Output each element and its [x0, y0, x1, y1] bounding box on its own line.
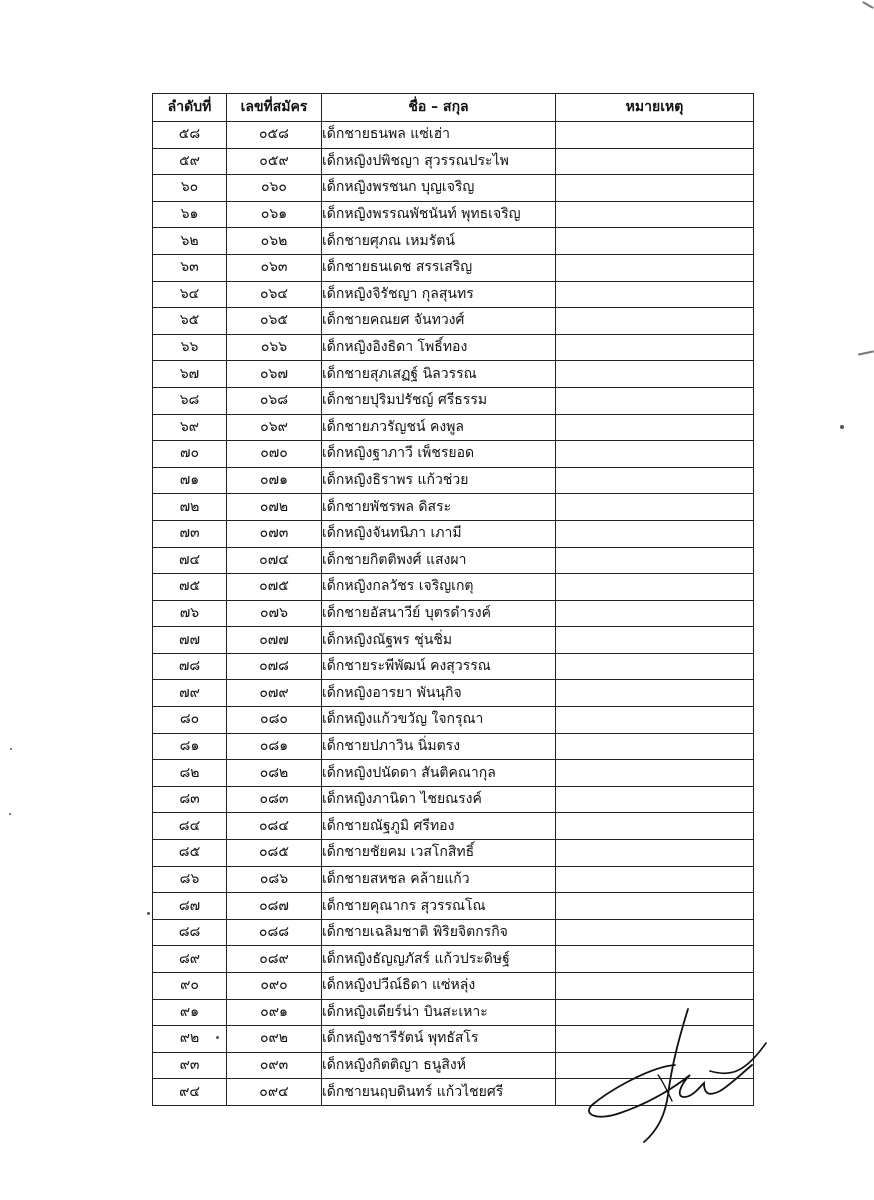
order-cell: ๘๐ [153, 707, 227, 734]
application-number-cell: ๐๘๘ [227, 919, 322, 946]
name-cell: เด็กชายสหชล คล้ายแก้ว [322, 866, 556, 893]
order-cell: ๘๓ [153, 786, 227, 813]
application-number-cell: ๐๗๗ [227, 627, 322, 654]
remarks-cell [556, 600, 754, 627]
application-number-cell: ๐๘๕ [227, 840, 322, 867]
name-cell: เด็กชายธนเดช สรรเสริญ [322, 254, 556, 281]
application-number-cell: ๐๘๗ [227, 893, 322, 920]
name-cell: เด็กหญิงธิราพร แก้วช่วย [322, 467, 556, 494]
application-number-cell: ๐๗๓ [227, 520, 322, 547]
order-cell: ๗๗ [153, 627, 227, 654]
name-cell: เด็กชายธนพล แซ่เฮ่า [322, 122, 556, 149]
application-number-cell: ๐๘๓ [227, 786, 322, 813]
application-number-cell: ๐๖๐ [227, 175, 322, 202]
application-number-cell: ๐๙๓ [227, 1052, 322, 1079]
order-cell: ๘๔ [153, 813, 227, 840]
name-cell: เด็กหญิงอิงธิดา โพธิ์ทอง [322, 334, 556, 361]
name-cell: เด็กหญิงณัฐพร ชุ่นชิ่ม [322, 627, 556, 654]
order-cell: ๙๒ [153, 1026, 227, 1053]
application-number-cell: ๐๘๐ [227, 707, 322, 734]
order-cell: ๗๑ [153, 467, 227, 494]
remarks-cell [556, 175, 754, 202]
application-number-cell: ๐๗๑ [227, 467, 322, 494]
remarks-cell [556, 973, 754, 1000]
order-cell: ๘๖ [153, 866, 227, 893]
name-cell: เด็กชายอัสนาวีย์ บุตรดำรงค์ [322, 600, 556, 627]
table-row [153, 600, 754, 627]
remarks-cell [556, 786, 754, 813]
remarks-cell [556, 387, 754, 414]
remarks-cell [556, 201, 754, 228]
application-number-cell: ๐๗๐ [227, 441, 322, 468]
header-order: ลำดับที่ [153, 94, 227, 122]
table-row [153, 467, 754, 494]
order-cell: ๕๙ [153, 148, 227, 175]
name-cell: เด็กหญิงพรชนก บุญเจริญ [322, 175, 556, 202]
name-cell: เด็กชายณัฐภูมิ ศรีทอง [322, 813, 556, 840]
remarks-cell [556, 547, 754, 574]
name-cell: เด็กหญิงจิรัชญา กุลสุนทร [322, 281, 556, 308]
name-cell: เด็กหญิงปพิชญา สุวรรณประไพ [322, 148, 556, 175]
remarks-cell [556, 361, 754, 388]
order-cell: ๖๗ [153, 361, 227, 388]
remarks-cell [556, 893, 754, 920]
table-row [153, 520, 754, 547]
application-number-cell: ๐๕๘ [227, 122, 322, 149]
name-cell: เด็กชายภวรัญชน์ คงพูล [322, 414, 556, 441]
order-cell: ๙๐ [153, 973, 227, 1000]
application-number-cell: ๐๖๒ [227, 228, 322, 255]
remarks-cell [556, 122, 754, 149]
order-cell: ๘๗ [153, 893, 227, 920]
scan-speck [10, 748, 12, 750]
remarks-cell [556, 866, 754, 893]
name-cell: เด็กหญิงกิตติญา ธนูสิงห์ [322, 1052, 556, 1079]
remarks-cell [556, 228, 754, 255]
table-row [153, 627, 754, 654]
order-cell: ๗๕ [153, 574, 227, 601]
application-number-cell: ๐๘๑ [227, 733, 322, 760]
table-row [153, 361, 754, 388]
scan-speck [840, 425, 844, 429]
name-cell: เด็กชายนฤบดินทร์ แก้วไชยศรี [322, 1079, 556, 1106]
table-row [153, 308, 754, 335]
table-row [153, 414, 754, 441]
order-cell: ๖๔ [153, 281, 227, 308]
table-row [153, 148, 754, 175]
table-row [153, 840, 754, 867]
order-cell: ๗๘ [153, 653, 227, 680]
name-cell: เด็กหญิงฐาภาวี เพ็ชรยอด [322, 441, 556, 468]
remarks-cell [556, 733, 754, 760]
order-cell: ๗๖ [153, 600, 227, 627]
order-cell: ๕๘ [153, 122, 227, 149]
name-cell: เด็กชายศุภณ เหมรัตน์ [322, 228, 556, 255]
order-cell: ๖๓ [153, 254, 227, 281]
table-row [153, 786, 754, 813]
remarks-cell [556, 707, 754, 734]
scan-speck [147, 912, 150, 915]
application-number-cell: ๐๖๑ [227, 201, 322, 228]
table-body [153, 122, 754, 1106]
table-row [153, 707, 754, 734]
name-cell: เด็กชายสุภเสฏฐ์ นิลวรรณ [322, 361, 556, 388]
name-cell: เด็กชายคณยศ จันทวงศ์ [322, 308, 556, 335]
order-cell: ๙๓ [153, 1052, 227, 1079]
name-cell: เด็กหญิงแก้วขวัญ ใจกรุณา [322, 707, 556, 734]
order-cell: ๖๖ [153, 334, 227, 361]
remarks-cell [556, 653, 754, 680]
remarks-cell [556, 494, 754, 521]
application-number-cell: ๐๖๘ [227, 387, 322, 414]
remarks-cell [556, 946, 754, 973]
name-cell: เด็กหญิงเดียร์น่า บินสะเหาะ [322, 999, 556, 1026]
order-cell: ๗๔ [153, 547, 227, 574]
remarks-cell [556, 919, 754, 946]
table-row [153, 866, 754, 893]
name-cell: เด็กชายระพีพัฒน์ คงสุวรรณ [322, 653, 556, 680]
remarks-cell [556, 281, 754, 308]
name-cell: เด็กหญิงพรรณพัชนันท์ พุทธเจริญ [322, 201, 556, 228]
table-header-row [153, 94, 754, 122]
table-row [153, 254, 754, 281]
name-cell: เด็กชายเฉลิมชาติ พิริยจิตกรกิจ [322, 919, 556, 946]
table-row [153, 893, 754, 920]
application-number-cell: ๐๙๔ [227, 1079, 322, 1106]
order-cell: ๖๑ [153, 201, 227, 228]
application-number-cell: ๐๖๔ [227, 281, 322, 308]
table-row [153, 441, 754, 468]
application-number-cell: ๐๘๙ [227, 946, 322, 973]
application-number-cell: ๐๘๔ [227, 813, 322, 840]
name-cell: เด็กหญิงจันทนิภา เภามี [322, 520, 556, 547]
order-cell: ๗๒ [153, 494, 227, 521]
header-application-number: เลขที่สมัคร [227, 94, 322, 122]
table-row [153, 946, 754, 973]
application-number-cell: ๐๙๐ [227, 973, 322, 1000]
table-row [153, 281, 754, 308]
table-row [153, 334, 754, 361]
table-row [153, 201, 754, 228]
remarks-cell [556, 467, 754, 494]
scan-speck [9, 813, 11, 815]
header-remarks: หมายเหตุ [556, 94, 754, 122]
table-row [153, 547, 754, 574]
application-number-cell: ๐๗๒ [227, 494, 322, 521]
application-number-cell: ๐๖๗ [227, 361, 322, 388]
application-number-cell: ๐๕๙ [227, 148, 322, 175]
table-row [153, 733, 754, 760]
name-cell: เด็กหญิงอารยา พันนุกิจ [322, 680, 556, 707]
table-row [153, 680, 754, 707]
application-number-cell: ๐๖๓ [227, 254, 322, 281]
order-cell: ๗๓ [153, 520, 227, 547]
name-cell: เด็กชายชัยคม เวสโกสิทธิ์ [322, 840, 556, 867]
order-cell: ๖๕ [153, 308, 227, 335]
application-number-cell: ๐๖๕ [227, 308, 322, 335]
order-cell: ๘๘ [153, 919, 227, 946]
remarks-cell [556, 813, 754, 840]
application-number-cell: ๐๙๒ [227, 1026, 322, 1053]
application-number-cell: ๐๖๖ [227, 334, 322, 361]
order-cell: ๙๑ [153, 999, 227, 1026]
table-row [153, 653, 754, 680]
name-cell: เด็กชายปภาวิน นิ่มตรง [322, 733, 556, 760]
application-number-cell: ๐๙๑ [227, 999, 322, 1026]
order-cell: ๖๒ [153, 228, 227, 255]
order-cell: ๖๐ [153, 175, 227, 202]
order-cell: ๖๙ [153, 414, 227, 441]
scan-speck [216, 1036, 219, 1039]
remarks-cell [556, 148, 754, 175]
order-cell: ๗๙ [153, 680, 227, 707]
table-row [153, 122, 754, 149]
order-cell: ๘๕ [153, 840, 227, 867]
name-cell: เด็กหญิงชารีรัตน์ พุทธัสโร [322, 1026, 556, 1053]
edge-artifact [858, 350, 874, 355]
name-cell: เด็กชายกิตติพงศ์ แสงผา [322, 547, 556, 574]
remarks-cell [556, 414, 754, 441]
order-cell: ๖๘ [153, 387, 227, 414]
name-cell: เด็กชายปุริมปรัชญ์ ศรีธรรม [322, 387, 556, 414]
name-cell: เด็กหญิงปนัดดา สันติคณากุล [322, 760, 556, 787]
header-name: ชื่อ – สกุล [322, 94, 556, 122]
remarks-cell [556, 334, 754, 361]
order-cell: ๗๐ [153, 441, 227, 468]
name-cell: เด็กชายพัชรพล ดิสระ [322, 494, 556, 521]
name-cell: เด็กชายคุณากร สุวรรณโณ [322, 893, 556, 920]
remarks-cell [556, 254, 754, 281]
application-number-cell: ๐๗๖ [227, 600, 322, 627]
application-number-cell: ๐๘๖ [227, 866, 322, 893]
remarks-cell [556, 627, 754, 654]
order-cell: ๘๙ [153, 946, 227, 973]
application-number-cell: ๐๗๔ [227, 547, 322, 574]
table-row [153, 760, 754, 787]
name-cell: เด็กหญิงปวีณ์ธิดา แซ่หลุ่ง [322, 973, 556, 1000]
table-row [153, 813, 754, 840]
table-row [153, 973, 754, 1000]
remarks-cell [556, 760, 754, 787]
name-cell: เด็กหญิงกลวัชร เจริญเกตุ [322, 574, 556, 601]
remarks-cell [556, 574, 754, 601]
remarks-cell [556, 680, 754, 707]
table-row [153, 387, 754, 414]
application-number-cell: ๐๗๕ [227, 574, 322, 601]
table-row [153, 574, 754, 601]
edge-artifact [862, 1, 873, 9]
application-number-cell: ๐๘๒ [227, 760, 322, 787]
table-row [153, 228, 754, 255]
remarks-cell [556, 441, 754, 468]
table-row [153, 175, 754, 202]
table-row [153, 919, 754, 946]
order-cell: ๘๒ [153, 760, 227, 787]
name-cell: เด็กหญิงธัญญภัสร์ แก้วประดิษฐ์ [322, 946, 556, 973]
table-row [153, 494, 754, 521]
application-number-cell: ๐๖๙ [227, 414, 322, 441]
application-number-cell: ๐๗๘ [227, 653, 322, 680]
order-cell: ๘๑ [153, 733, 227, 760]
handwritten-signature [580, 1005, 770, 1145]
remarks-cell [556, 840, 754, 867]
order-cell: ๙๔ [153, 1079, 227, 1106]
remarks-cell [556, 308, 754, 335]
name-cell: เด็กหญิงภานิดา ไชยณรงค์ [322, 786, 556, 813]
remarks-cell [556, 520, 754, 547]
applicant-table [152, 93, 754, 1106]
application-number-cell: ๐๗๙ [227, 680, 322, 707]
